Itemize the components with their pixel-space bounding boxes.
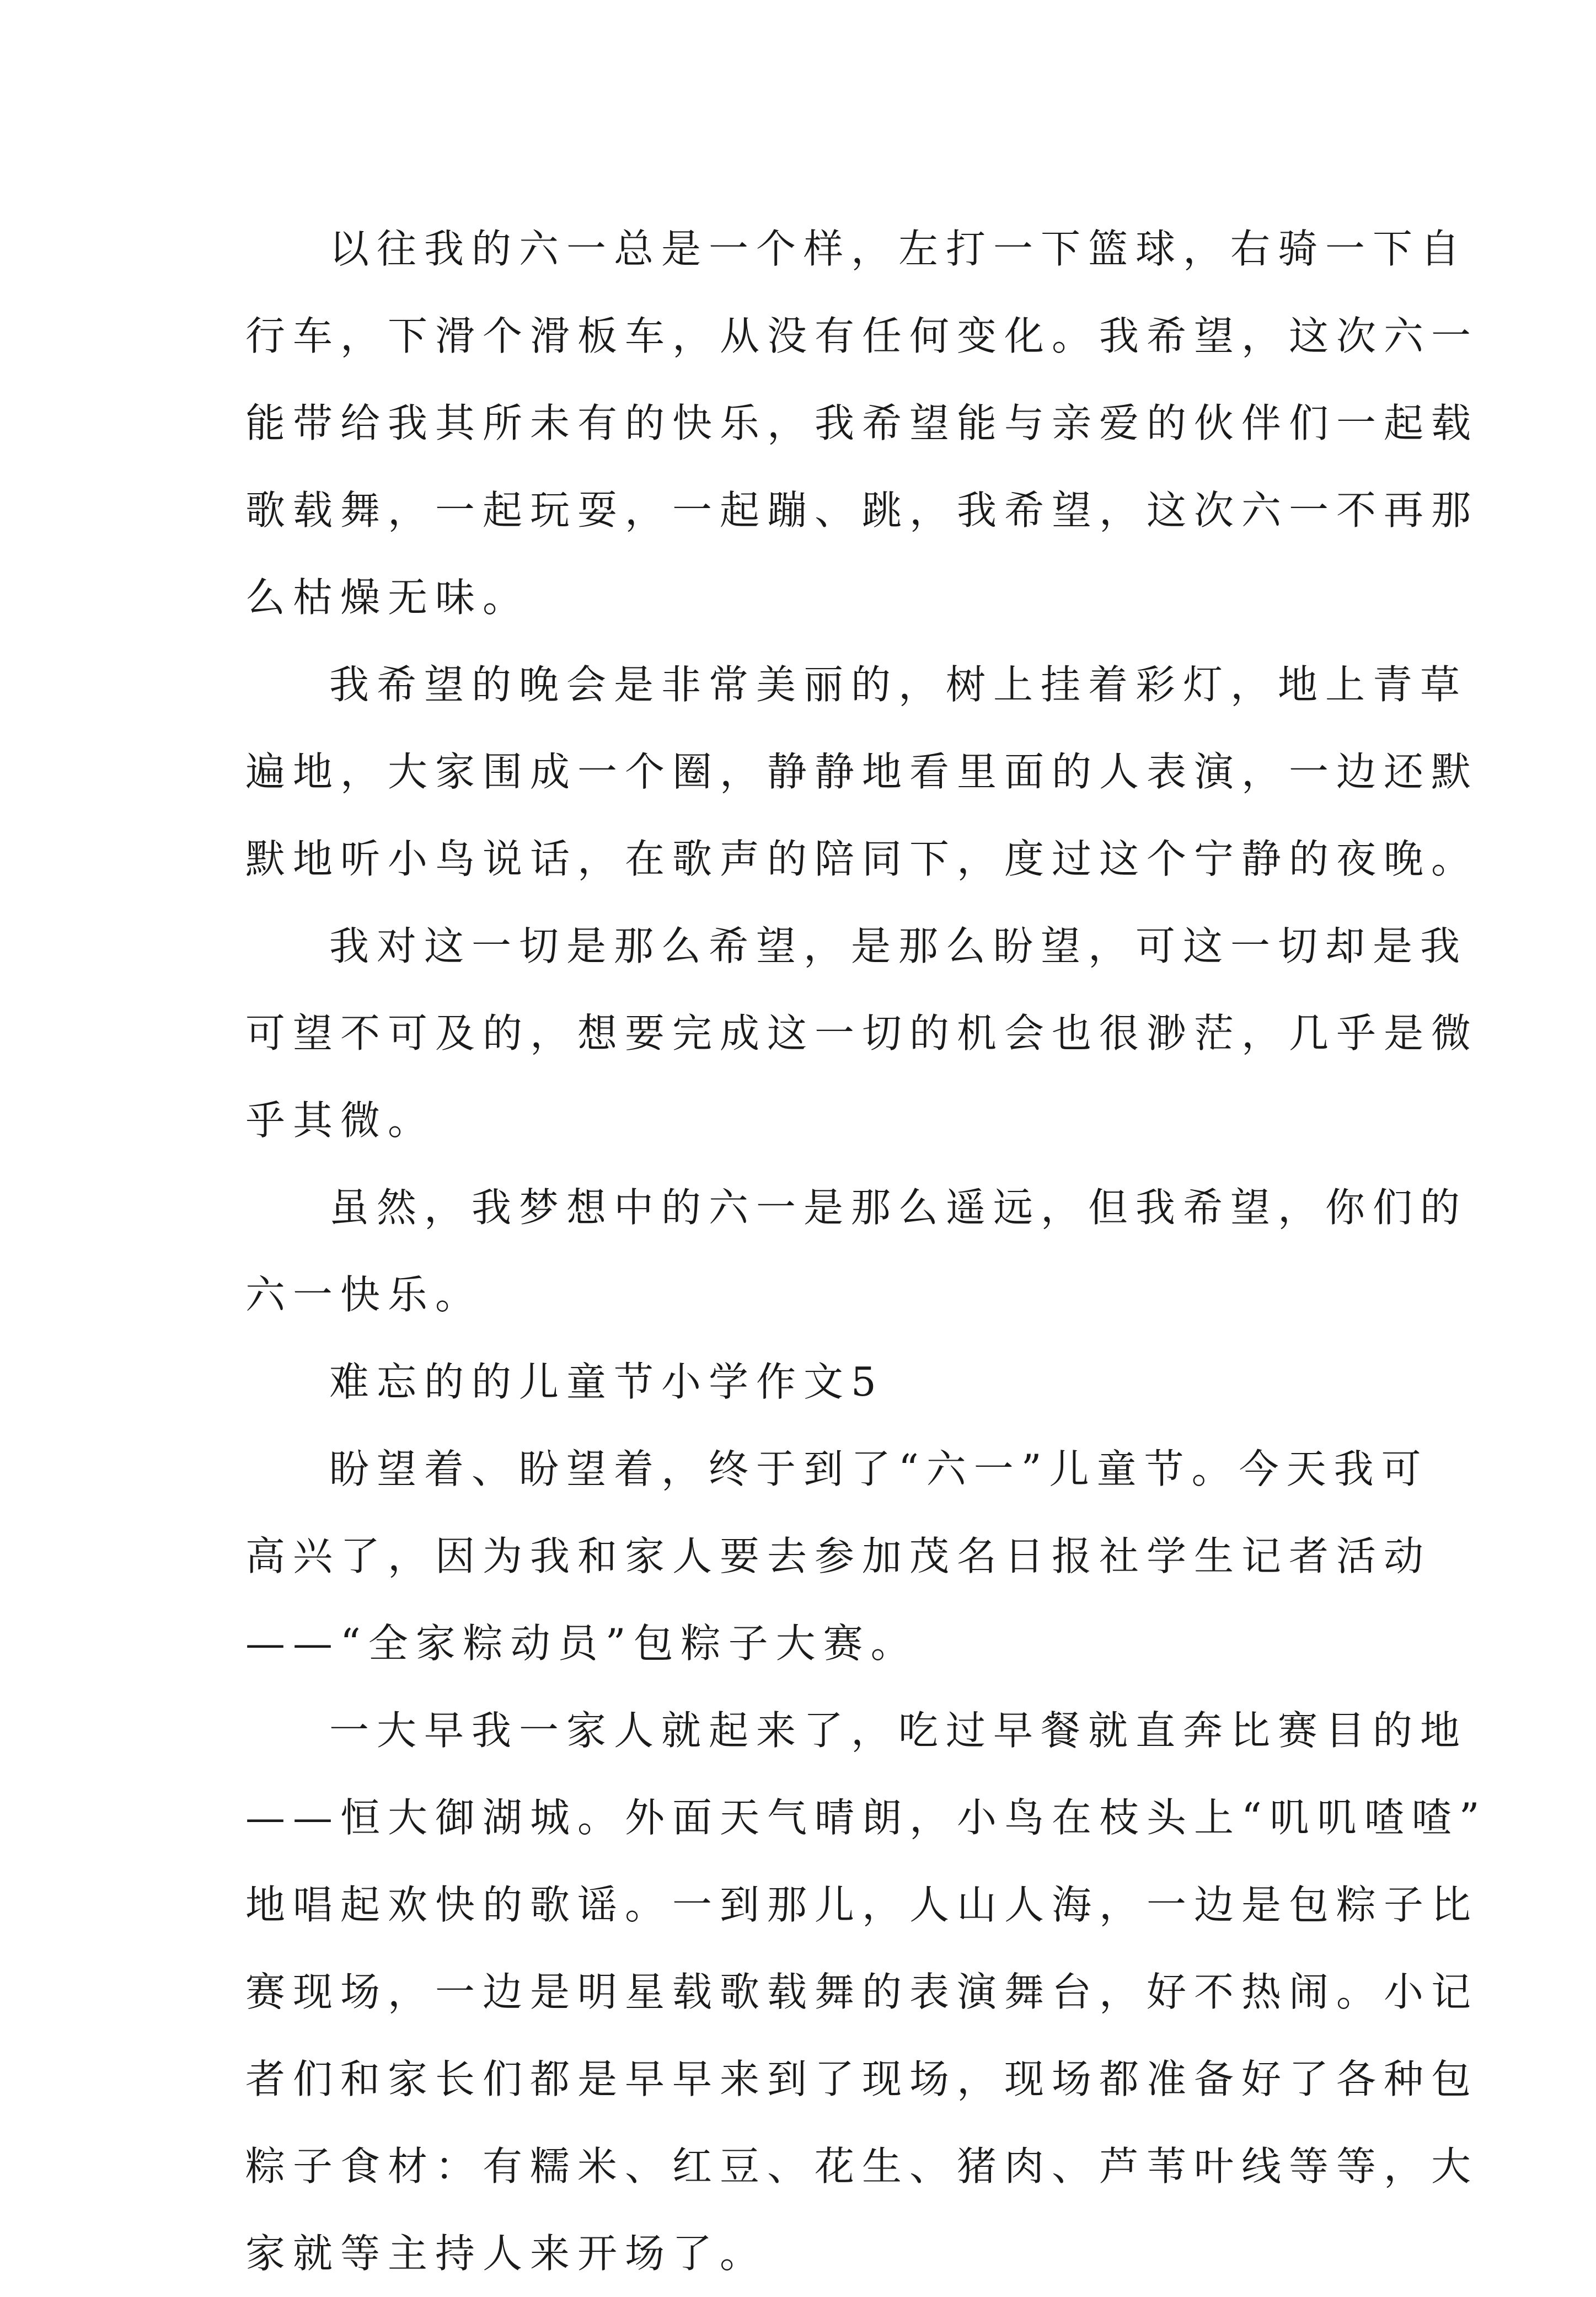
section-heading: 难忘的的儿童节小学作文5 <box>329 1359 884 1405</box>
text-line: 地唱起欢快的歌谣。一到那儿，人山人海，一边是包粽子比 <box>245 1882 1479 1928</box>
text-line: 家就等主持人来开场了。 <box>245 2230 768 2277</box>
text-line: 盼望着、盼望着，终于到了“六一”儿童节。今天我可 <box>329 1446 1429 1492</box>
text-line: 我希望的晚会是非常美丽的，树上挂着彩灯，地上青草 <box>329 661 1468 708</box>
text-line: 么枯燥无味。 <box>245 574 531 621</box>
text-line: 者们和家长们都是早早来到了现场，现场都准备好了各种包 <box>245 2056 1479 2102</box>
article-body <box>245 205 1487 2297</box>
text-line: ——恒大御湖城。外面天气晴朗，小鸟在枝头上“叽叽喳喳” <box>245 1794 1487 1841</box>
text-line: ——“全家粽动员”包粽子大赛。 <box>245 1620 918 1666</box>
text-line: 一大早我一家人就起来了，吃过早餐就直奔比赛目的地 <box>329 1707 1468 1754</box>
text-line: 虽然，我梦想中的六一是那么遥远，但我希望，你们的 <box>329 1184 1468 1231</box>
text-line: 默地听小鸟说话，在歌声的陪同下，度过这个宁静的夜晚。 <box>245 836 1479 882</box>
text-line: 六一快乐。 <box>245 1272 483 1318</box>
text-line: 能带给我其所未有的快乐，我希望能与亲爱的伙伴们一起载 <box>245 400 1479 446</box>
text-line: 遍地，大家围成一个圈，静静地看里面的人表演，一边还默 <box>245 749 1479 795</box>
text-line: 歌载舞，一起玩耍，一起蹦、跳，我希望，这次六一不再那 <box>245 487 1479 533</box>
text-line: 高兴了，因为我和家人要去参加茂名日报社学生记者活动 <box>245 1533 1432 1579</box>
text-line: 粽子食材：有糯米、红豆、花生、猪肉、芦苇叶线等等，大 <box>245 2143 1479 2189</box>
text-line: 可望不可及的，想要完成这一切的机会也很渺茫，几乎是微 <box>245 1010 1479 1056</box>
text-line: 行车，下滑个滑板车，从没有任何变化。我希望，这次六一 <box>245 313 1479 359</box>
text-line: 以往我的六一总是一个样，左打一下篮球，右骑一下自 <box>329 226 1468 272</box>
text-line: 赛现场，一边是明星载歌载舞的表演舞台，好不热闹。小记 <box>245 1969 1479 2015</box>
text-line: 我对这一切是那么希望，是那么盼望，可这一切却是我 <box>329 923 1468 969</box>
text-line: 乎其微。 <box>245 1097 436 1144</box>
